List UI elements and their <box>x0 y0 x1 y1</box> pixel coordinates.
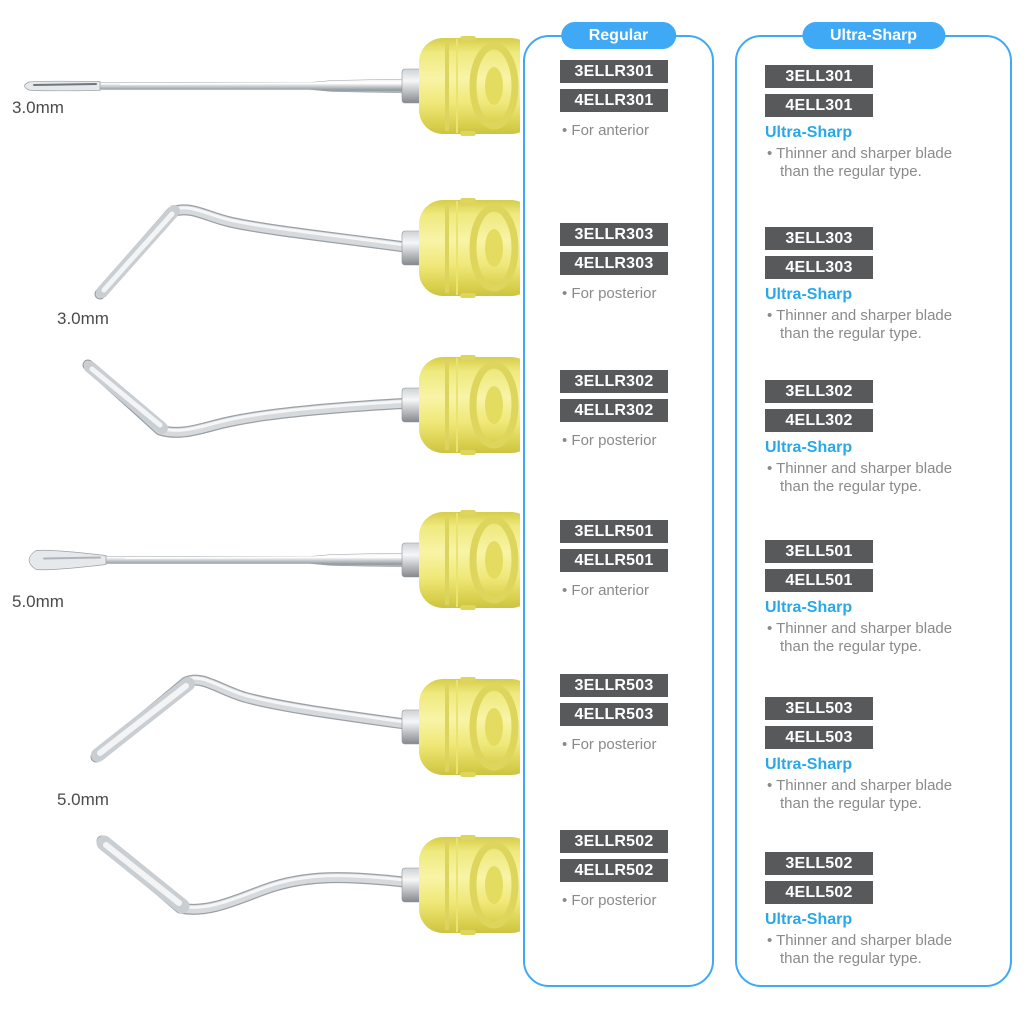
handle <box>402 355 520 455</box>
handle <box>402 835 520 935</box>
regular-panel <box>523 27 714 987</box>
product-code-badge: 3ELL503 <box>765 697 873 720</box>
size-label: 5.0mm <box>12 592 64 611</box>
product-code-badge: 3ELL301 <box>765 65 873 88</box>
regular-row <box>560 674 705 753</box>
description-line: • Thinner and sharper blade <box>767 777 953 794</box>
product-code-badge: 4ELLR303 <box>560 252 668 275</box>
description-line: • Thinner and sharper blade <box>767 460 953 477</box>
product-code-badge: 3ELLR503 <box>560 674 668 697</box>
product-code-badge: 4ELLR503 <box>560 703 668 726</box>
description-line: • Thinner and sharper blade <box>767 620 953 637</box>
ultra-sharp-description <box>765 145 1003 181</box>
product-code-badge: 4ELLR501 <box>560 549 668 572</box>
ultra-sharp-description <box>765 932 1003 968</box>
description-line: • Thinner and sharper blade <box>767 307 953 324</box>
description-line: than the regular type. <box>780 638 922 655</box>
regular-row <box>560 223 705 302</box>
ultra-sharp-row <box>765 697 1003 813</box>
product-code-badge: 3ELLR501 <box>560 520 668 543</box>
size-label: 5.0mm <box>57 790 109 809</box>
blade <box>98 684 188 755</box>
shaft <box>100 208 412 294</box>
regular-row <box>560 830 705 909</box>
description-line: • Thinner and sharper blade <box>767 145 953 162</box>
instrument-illustration-1 <box>0 13 520 173</box>
ultra-sharp-panel-title: Ultra-Sharp <box>802 22 945 49</box>
ultra-sharp-row <box>765 227 1003 343</box>
regular-panel-title: Regular <box>561 22 677 49</box>
product-code-badge: 3ELL501 <box>765 540 873 563</box>
usage-note: • For posterior <box>562 432 657 449</box>
handle <box>402 677 520 777</box>
regular-row <box>560 60 705 139</box>
product-code-badge: 3ELLR302 <box>560 370 668 393</box>
ultra-sharp-label: Ultra-Sharp <box>765 286 853 303</box>
instrument-illustration-6 <box>0 815 520 975</box>
product-code-badge: 4ELLR502 <box>560 859 668 882</box>
product-code-badge: 3ELL502 <box>765 852 873 875</box>
ultra-sharp-label: Ultra-Sharp <box>765 599 853 616</box>
blade <box>102 211 174 292</box>
product-code-badge: 4ELL502 <box>765 881 873 904</box>
ultra-sharp-row <box>765 852 1003 968</box>
regular-row <box>560 370 705 449</box>
usage-note: • For anterior <box>562 122 649 139</box>
product-code-badge: 4ELL503 <box>765 726 873 749</box>
size-label: 3.0mm <box>57 309 109 328</box>
ultra-sharp-description <box>765 460 1003 496</box>
regular-row <box>560 520 705 599</box>
product-code-badge: 4ELL302 <box>765 409 873 432</box>
description-line: than the regular type. <box>780 950 922 967</box>
ultra-sharp-panel <box>735 27 1012 987</box>
product-code-badge: 3ELL302 <box>765 380 873 403</box>
usage-note: • For anterior <box>562 582 649 599</box>
shaft <box>96 79 410 93</box>
ultra-sharp-label: Ultra-Sharp <box>765 124 853 141</box>
product-code-badge: 3ELL303 <box>765 227 873 250</box>
handle <box>402 198 520 298</box>
product-code-badge: 3ELLR502 <box>560 830 668 853</box>
shaft <box>100 553 410 567</box>
instrument-illustration-4 <box>0 495 520 655</box>
ultra-sharp-row <box>765 65 1003 181</box>
usage-note: • For posterior <box>562 892 657 909</box>
description-line: than the regular type. <box>780 325 922 342</box>
ultra-sharp-label: Ultra-Sharp <box>765 911 853 928</box>
blade <box>104 843 182 906</box>
blade <box>25 81 101 91</box>
product-code-badge: 4ELLR302 <box>560 399 668 422</box>
ultra-sharp-description <box>765 777 1003 813</box>
instrument-illustration-3 <box>0 345 520 505</box>
blade <box>29 550 106 570</box>
size-label: 3.0mm <box>12 98 64 117</box>
usage-note: • For posterior <box>562 736 657 753</box>
usage-note: • For posterior <box>562 285 657 302</box>
ultra-sharp-row <box>765 540 1003 656</box>
product-code-badge: 3ELLR301 <box>560 60 668 83</box>
blade <box>90 367 162 428</box>
product-code-badge: 3ELLR303 <box>560 223 668 246</box>
ultra-sharp-description <box>765 307 1003 343</box>
product-code-badge: 4ELLR301 <box>560 89 668 112</box>
shaft <box>88 363 412 432</box>
description-line: than the regular type. <box>780 163 922 180</box>
description-line: • Thinner and sharper blade <box>767 932 953 949</box>
ultra-sharp-label: Ultra-Sharp <box>765 756 853 773</box>
ultra-sharp-label: Ultra-Sharp <box>765 439 853 456</box>
product-code-badge: 4ELL301 <box>765 94 873 117</box>
product-code-badge: 4ELL303 <box>765 256 873 279</box>
description-line: than the regular type. <box>780 478 922 495</box>
product-code-badge: 4ELL501 <box>765 569 873 592</box>
description-line: than the regular type. <box>780 795 922 812</box>
handle <box>402 36 520 136</box>
ultra-sharp-row <box>765 380 1003 496</box>
ultra-sharp-description <box>765 620 1003 656</box>
handle <box>402 510 520 610</box>
